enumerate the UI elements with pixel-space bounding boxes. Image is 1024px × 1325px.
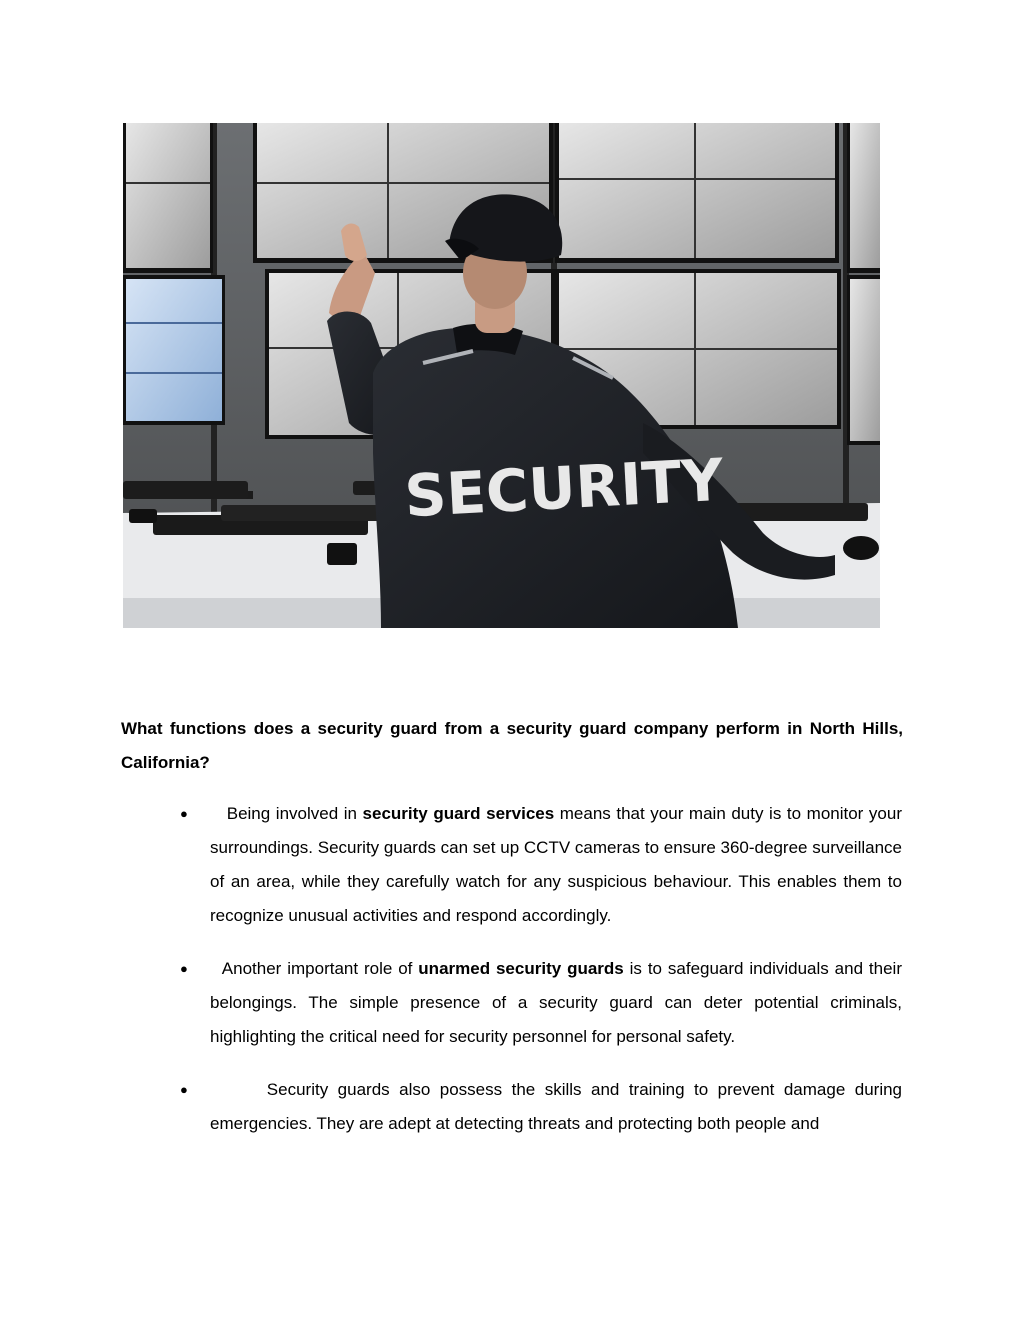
bullet-text: Security guards also possess the skills and training to prevent damage during emergencies. They are adept at detecting threats and protecting both people and [210,1080,903,1133]
bullet-text: Another important role of unarmed security guards is to safeguard individuals and their belongings. The simple presence of a security guard can deter potential criminals, highlighting the critical need for security personnel for personal safety. [210,959,902,1046]
security-guard-photo [123,123,880,628]
list-item [0,1073,902,1141]
bold-term: security guard services [362,804,555,823]
bullet-icon: ● [180,961,188,976]
bullet-text: Being involved in security guard services means that your main duty is to monitor your surroundings. Security guards can set up CCTV cameras to ensure 360-degree surveillance of an area, while they carefully watch for any suspicious behaviour. This enables them to recognize unusual activities and respond accordingly. [210,804,902,925]
jacket-security-text: SECURITY [402,445,725,531]
bullet-list [0,797,1024,1160]
bullet-icon: ● [180,806,188,821]
bold-term: unarmed security guards [418,959,624,978]
list-item [0,952,902,1054]
list-item [0,797,902,933]
section-heading: What functions does a security guard from a security guard company perform in North Hills, California? [121,719,903,772]
bullet-icon: ● [180,1082,188,1097]
